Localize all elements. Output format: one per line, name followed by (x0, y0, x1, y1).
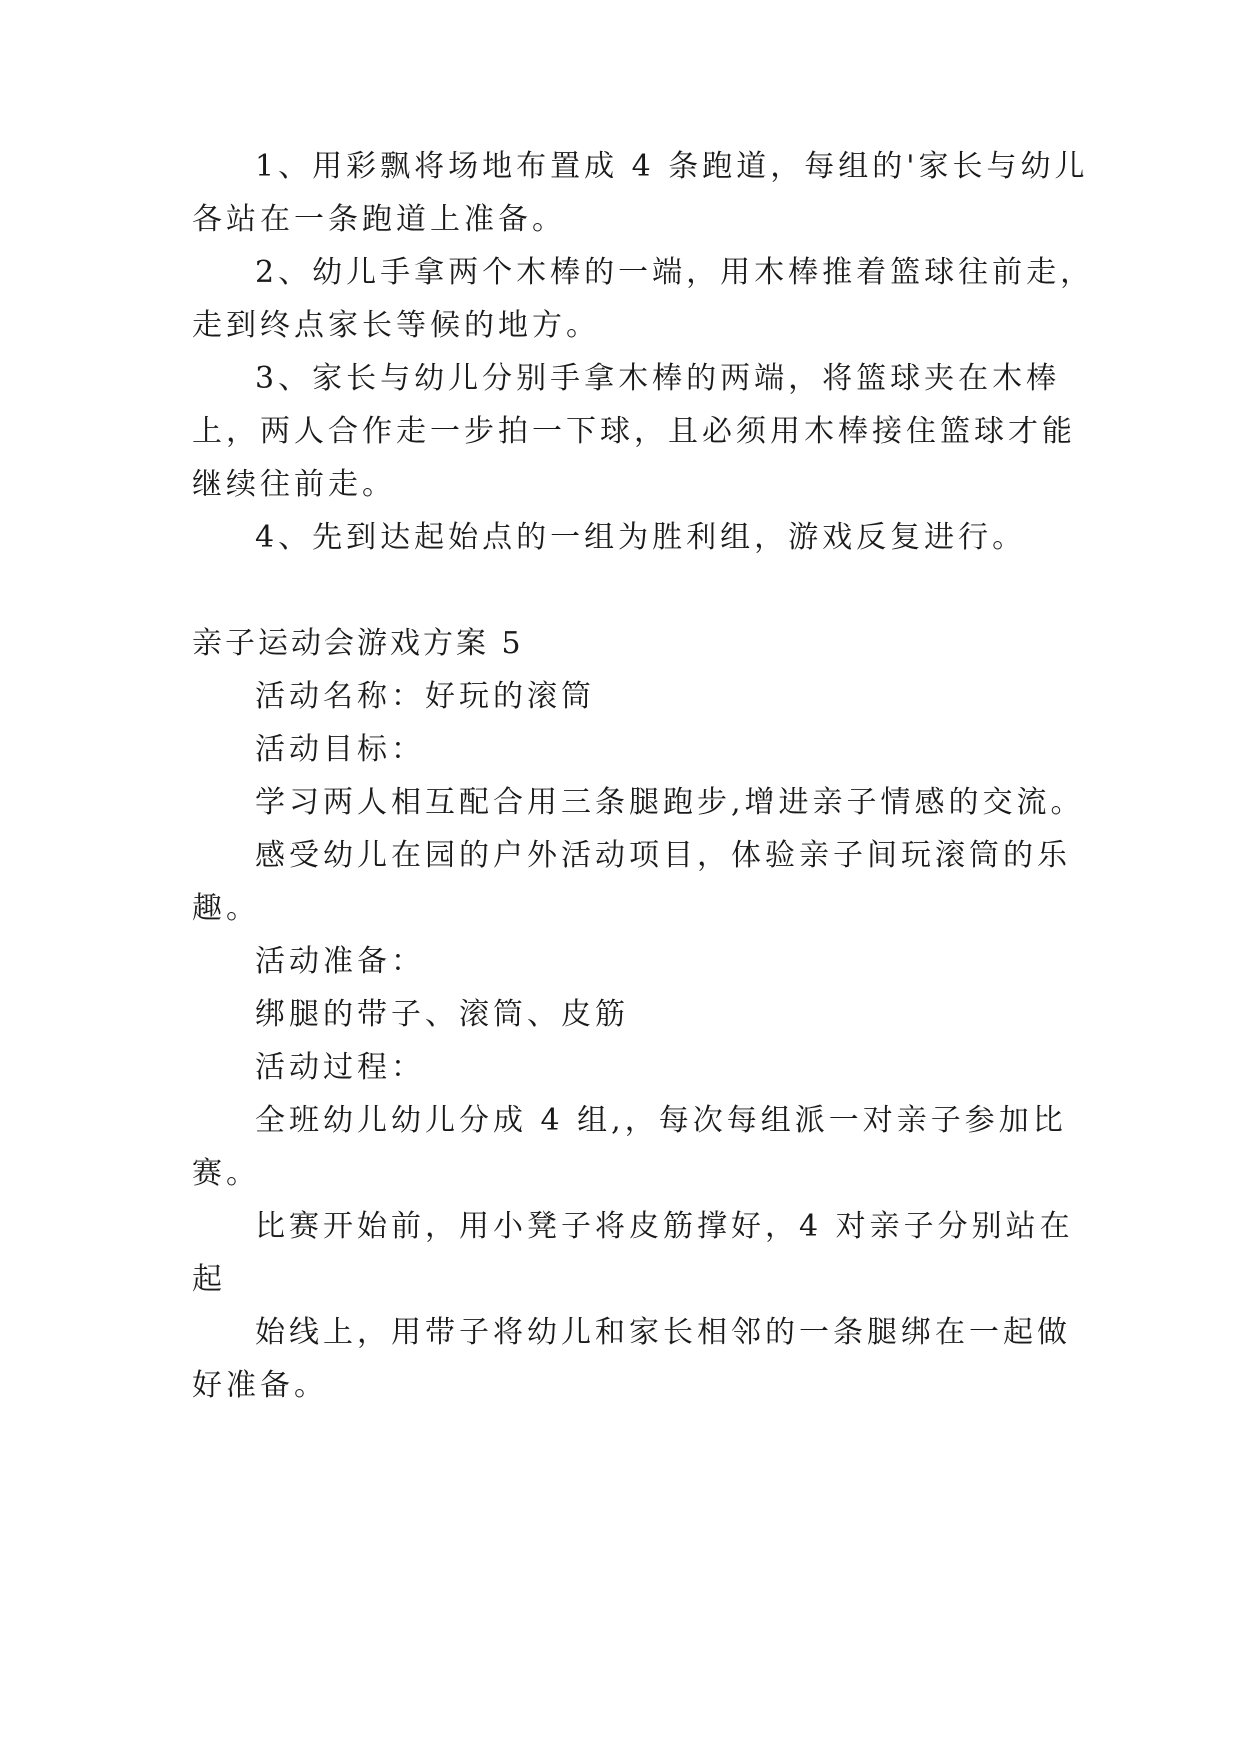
process-step-1-line1: 全班幼儿幼儿分成 4 组,，每次每组派一对亲子参加比 (255, 1103, 1067, 1138)
step1-line2: 各站在一条跑道上准备。 (192, 202, 566, 237)
prep-label: 活动准备： (255, 944, 425, 979)
process-label: 活动过程： (255, 1050, 425, 1085)
step3-line1: 3、家长与幼儿分别手拿木棒的两端，将篮球夹在木棒 (255, 361, 1061, 396)
goal-item-2-line2: 趣。 (192, 891, 260, 926)
step2-line2: 走到终点家长等候的地方。 (192, 308, 600, 343)
step4-line1: 4、先到达起始点的一组为胜利组，游戏反复进行。 (255, 520, 1027, 555)
goal-item-2-line1: 感受幼儿在园的户外活动项目，体验亲子间玩滚筒的乐 (255, 838, 1071, 873)
process-step-1-line2: 赛。 (192, 1156, 260, 1191)
goal-label: 活动目标： (255, 732, 425, 767)
prep-items: 绑腿的带子、滚筒、皮筋 (255, 997, 629, 1032)
section-title: 亲子运动会游戏方案 5 (192, 626, 524, 661)
step3-line3: 继续往前走。 (192, 467, 396, 502)
step1-line1: 1、用彩飘将场地布置成 4 条跑道，每组的'家长与幼儿 (255, 149, 1089, 184)
process-step-2-line2: 起 (192, 1262, 226, 1297)
process-step-3-line2: 好准备。 (192, 1368, 328, 1403)
process-step-3-line1: 始线上，用带子将幼儿和家长相邻的一条腿绑在一起做 (255, 1315, 1071, 1350)
step3-line2: 上，两人合作走一步拍一下球，且必须用木棒接住篮球才能 (192, 414, 1076, 449)
step2-line1: 2、幼儿手拿两个木棒的一端，用木棒推着篮球往前走， (255, 255, 1095, 290)
activity-name: 活动名称：好玩的滚筒 (255, 679, 595, 714)
process-step-2-line1: 比赛开始前，用小凳子将皮筋撑好，4 对亲子分别站在 (255, 1209, 1074, 1244)
goal-item-1: 学习两人相互配合用三条腿跑步,增进亲子情感的交流。 (255, 785, 1085, 820)
